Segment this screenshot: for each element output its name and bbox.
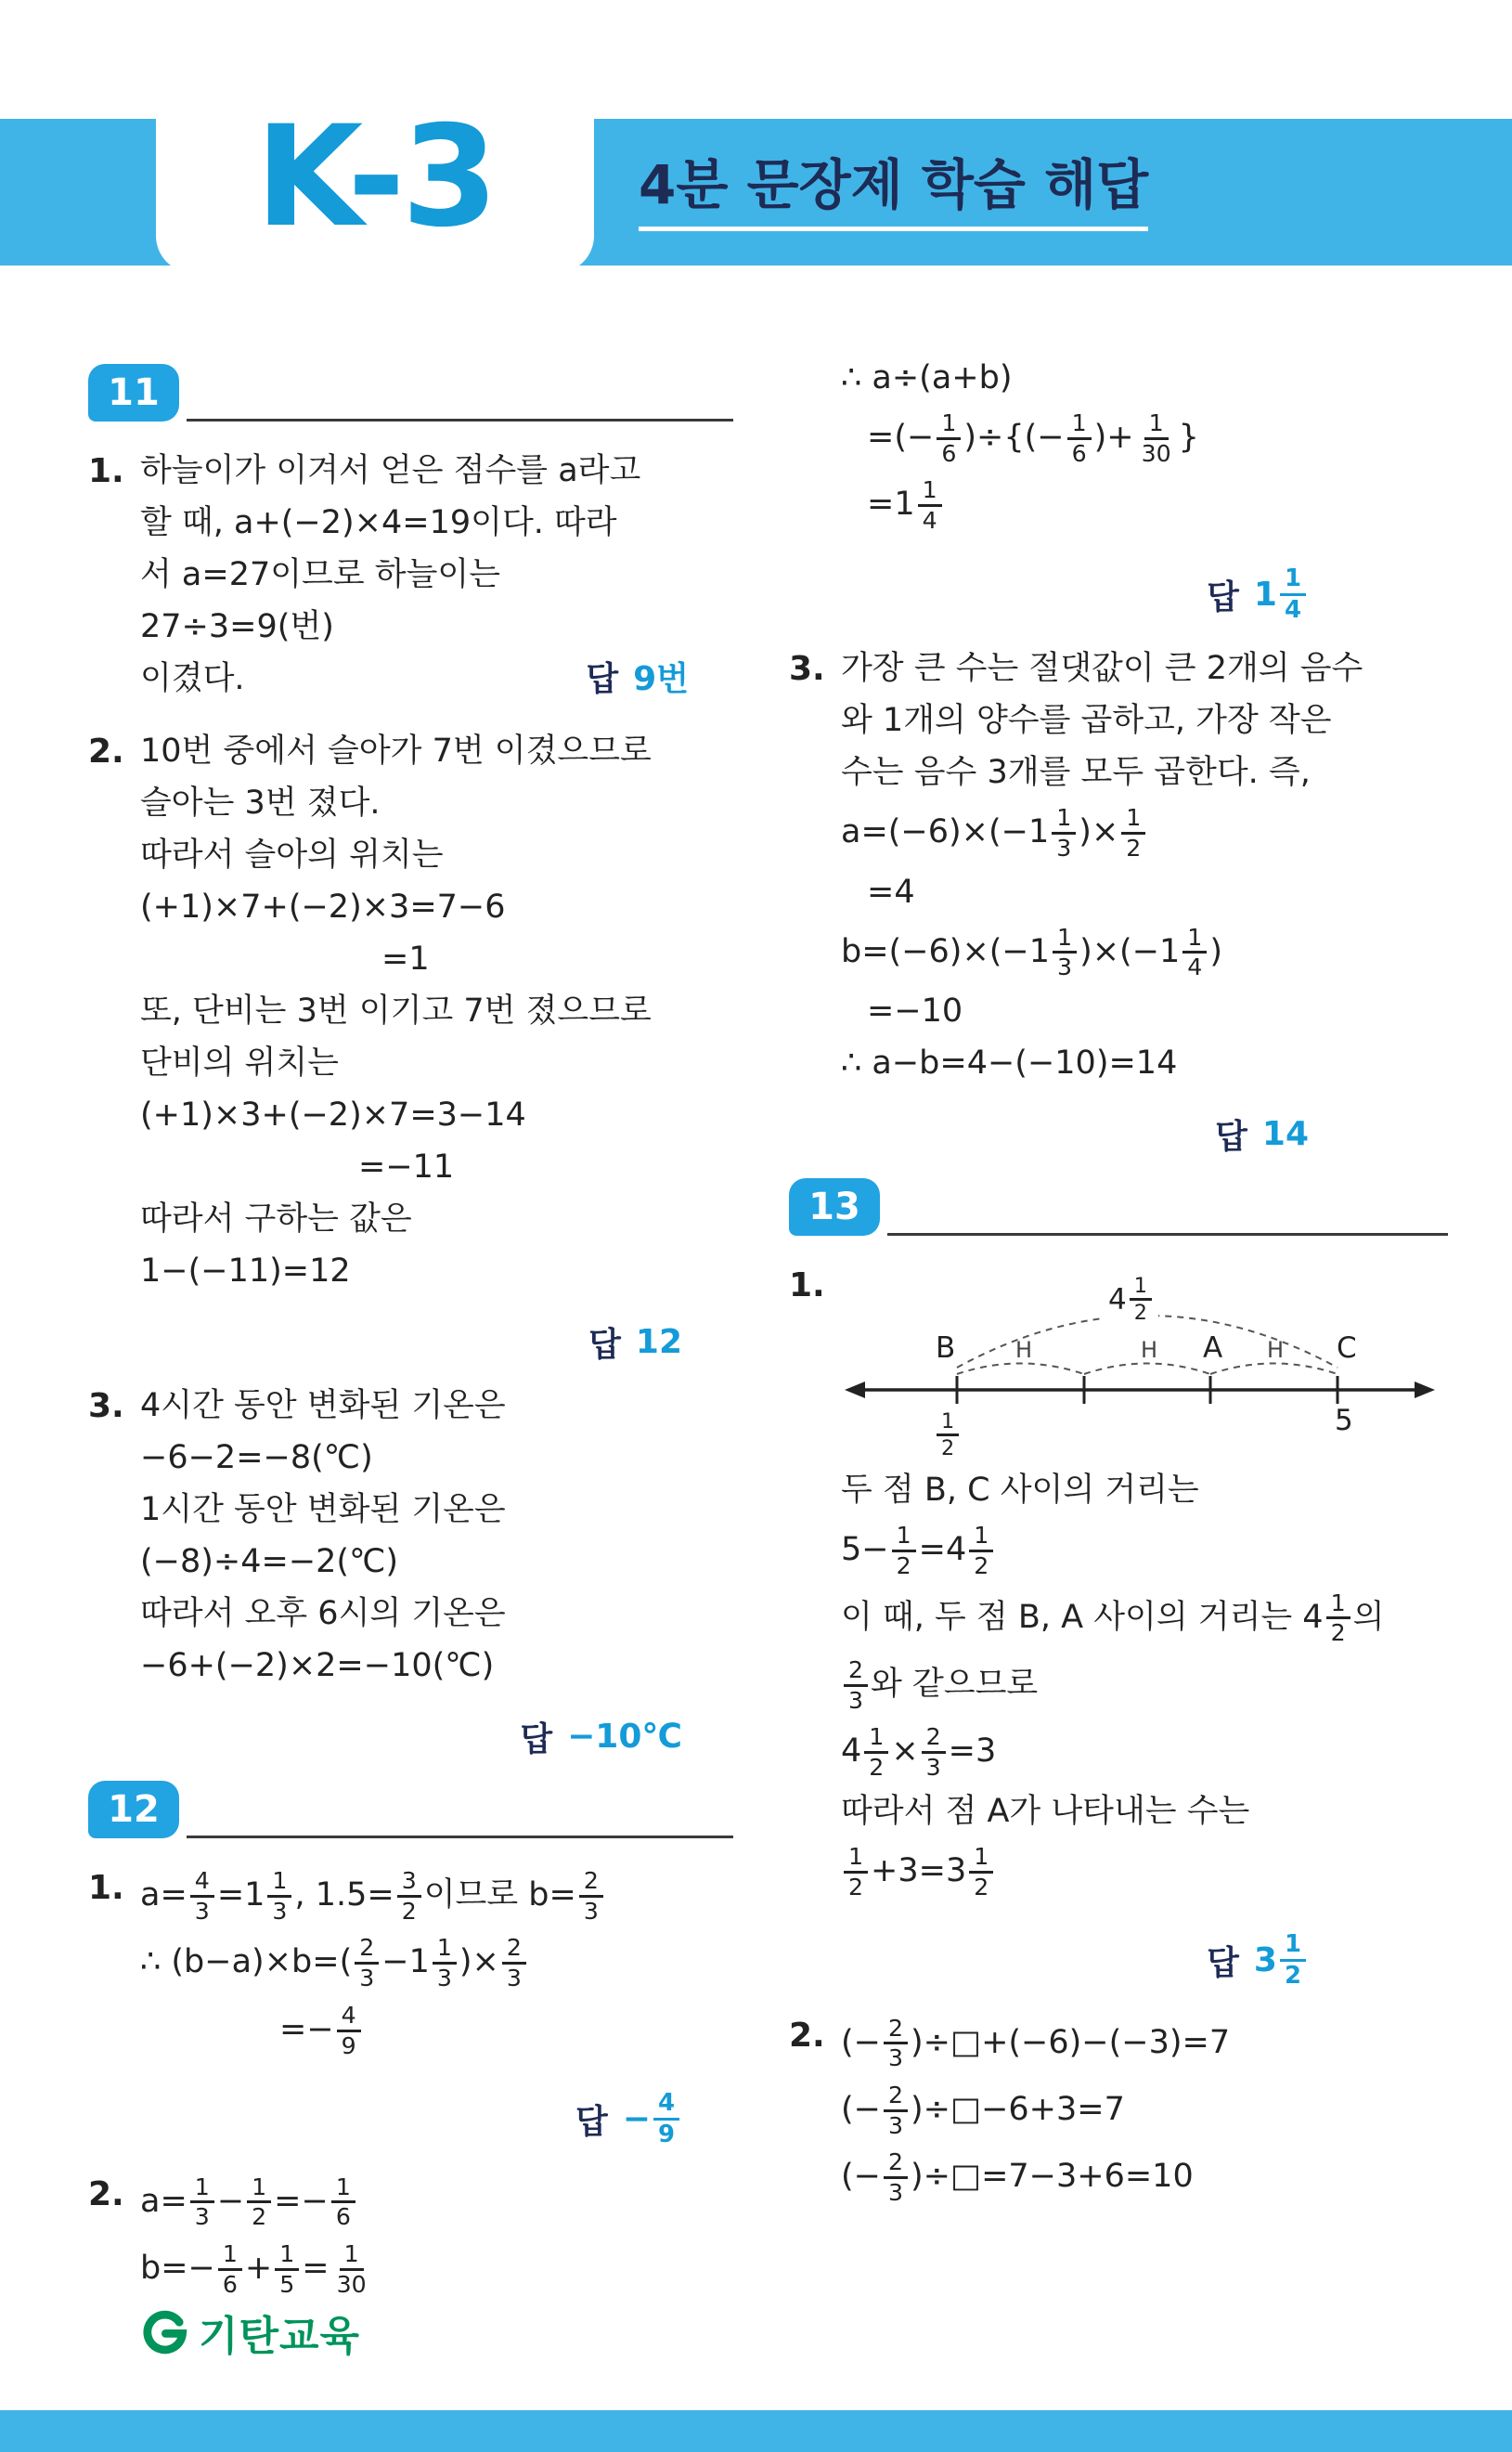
solution-text: ∴ (b−a)×b=( $\frac{2}{3}$ −1 $\frac{1}{3}$ )× $\frac{2}{3}$: [140, 1929, 529, 1996]
diagram-equal-mark: H: [1015, 1337, 1033, 1364]
solution-item: [789, 643, 1448, 1090]
fraction-denominator: 3: [506, 1965, 522, 1992]
solution-text: 따라서 슬아의 위치는: [140, 837, 444, 875]
fraction: [1280, 564, 1306, 624]
solution-line: [140, 986, 733, 1038]
fraction-denominator: 4: [922, 507, 937, 535]
fraction: [267, 1867, 291, 1925]
solution-text: ∴ a−b=4−(−10)=14: [841, 1044, 1178, 1083]
solution-line: [140, 602, 733, 654]
solution-text: 하늘이가 이겨서 얻은 점수를 a라고: [140, 452, 641, 490]
answer-row: [789, 1926, 1448, 1994]
fraction-numerator: 1: [1182, 924, 1207, 954]
fraction-denominator: 30: [336, 2270, 367, 2298]
fraction-numerator: 1: [864, 1723, 888, 1754]
fraction-denominator: 2: [1126, 834, 1142, 862]
problem-badge-row: [88, 1781, 733, 1838]
fraction-denominator: 3: [583, 1897, 599, 1925]
fraction-numerator: 1: [1144, 409, 1169, 440]
solution-text: (−8)÷4=−2(℃): [140, 1543, 399, 1581]
answer-label: 답: [586, 659, 619, 698]
solution-text: b=(−6)×(−1 $\frac{1}{3}$ )×(−1 $\frac{1}{4}$ ): [841, 923, 1222, 981]
solution-item: [88, 2169, 733, 2303]
fraction-denominator: 2: [941, 1436, 955, 1461]
item-number: 3.: [88, 1387, 124, 1425]
fraction: [653, 2089, 679, 2148]
fraction: [884, 2082, 908, 2139]
answer-label: 답: [588, 1326, 621, 1364]
solution-line: [841, 1585, 1448, 1652]
solution-line: [140, 2169, 733, 2236]
solution-text: a= $\frac{1}{3}$ − $\frac{1}{2}$ =− $\frac{1}{6}$: [140, 2169, 358, 2236]
solution-text: (− $\frac{2}{3}$ )÷□−6+3=7: [841, 2082, 1125, 2139]
fraction: [884, 2015, 908, 2072]
solution-text: 두 점 B, C 사이의 거리는: [841, 1472, 1199, 1510]
solution-line: [841, 2077, 1448, 2144]
answer-value: 3 $\frac{1}{2}$: [1254, 1926, 1309, 1994]
fraction-denominator: 9: [657, 2120, 675, 2148]
answer-value: 9번: [633, 659, 689, 698]
item-body: [140, 2169, 733, 2303]
fraction-numerator: 1: [1280, 564, 1306, 596]
series-logo-box: [156, 82, 594, 273]
fraction-denominator: 30: [1141, 439, 1171, 467]
series-logo: K-3: [255, 97, 495, 258]
solution-text: =−10: [867, 992, 963, 1031]
item-number: 3.: [789, 650, 825, 689]
fraction-denominator: 6: [1071, 439, 1087, 467]
fraction-denominator: 4: [1187, 954, 1203, 981]
solution-item: [789, 1260, 1448, 1905]
solution-text: $\frac{1}{2}$ +3=3 $\frac{1}{2}$: [841, 1838, 996, 1905]
fraction-denominator: 5: [279, 2270, 295, 2298]
fraction-denominator: 9: [341, 2031, 356, 2059]
solution-text: ∴ a÷(a+b): [841, 359, 1013, 397]
fraction-denominator: 3: [272, 1897, 288, 1925]
solution-text: =1: [381, 941, 430, 979]
fraction-numerator: 1: [1280, 1930, 1306, 1962]
fraction-numerator: 1: [1053, 924, 1077, 954]
fraction-denominator: 2: [974, 1873, 989, 1901]
solution-text: 27÷3=9(번): [140, 608, 334, 646]
solution-line: [140, 1485, 733, 1537]
fraction-numerator: 2: [884, 2015, 908, 2045]
solution-line: [140, 1381, 733, 1433]
solution-text: 서 a=27이므로 하늘이는: [140, 556, 501, 594]
item-number: 2.: [789, 2016, 825, 2055]
fraction-denominator: 3: [887, 2111, 904, 2139]
solution-item: [88, 1381, 733, 1693]
answer: [586, 657, 689, 703]
solution-text: (− $\frac{2}{3}$ )÷□+(−6)−(−3)=7: [841, 2014, 1231, 2072]
solution-item: [88, 1862, 733, 2064]
fraction: [1052, 804, 1076, 862]
solution-text: 1시간 동안 변화된 기온은: [140, 1491, 506, 1529]
fraction: [1182, 924, 1207, 981]
solution-text: a=(−6)×(−1 $\frac{1}{3}$ )× $\frac{1}{2}$: [841, 799, 1148, 866]
solution-text: 5− $\frac{1}{2}$ =4 $\frac{1}{2}$: [841, 1517, 996, 1584]
solution-line: [841, 2144, 1448, 2211]
fraction-numerator: 1: [1130, 1274, 1152, 1301]
solution-text: 이 때, 두 점 B, A 사이의 거리는 4 $\frac{1}{2}$ 의: [841, 1589, 1385, 1647]
fraction-numerator: 1: [1121, 804, 1145, 835]
solution-line: [140, 654, 733, 706]
solution-continuation: [789, 353, 1448, 539]
fraction-denominator: 2: [401, 1897, 417, 1925]
item-body: [841, 1260, 1448, 1905]
item-number: 2.: [88, 733, 124, 771]
fraction: [884, 2148, 908, 2206]
solution-text: 4시간 동안 변화된 기온은: [140, 1387, 506, 1425]
fraction-numerator: 1: [937, 1409, 959, 1436]
fraction-numerator: 1: [433, 1934, 457, 1965]
publisher-g-icon: [139, 2307, 189, 2357]
bottom-band: [0, 2410, 1512, 2452]
fraction: [247, 2173, 271, 2231]
fraction: [969, 1522, 993, 1579]
solution-line: [140, 1142, 733, 1194]
fraction: [1121, 804, 1145, 862]
answer: [1207, 560, 1309, 629]
fraction-denominator: 6: [941, 439, 957, 467]
answer-row: [88, 2084, 733, 2153]
solution-line: [140, 1589, 733, 1641]
fraction-numerator: 1: [218, 2240, 242, 2271]
fraction-denominator: 2: [1133, 1301, 1147, 1326]
solution-text: 할 때, a+(−2)×4=19이다. 따라: [140, 504, 617, 542]
page-title: 4분 문장제 학습 해답: [639, 156, 1148, 231]
solution-item: [88, 446, 733, 706]
solution-line: [841, 1786, 1448, 1838]
fraction: [1326, 1589, 1350, 1647]
solution-line: [841, 867, 1448, 919]
item-body: [841, 353, 1448, 539]
publisher-brand: [139, 2303, 360, 2362]
fraction-numerator: 4: [337, 2002, 361, 2032]
fraction: [922, 1723, 946, 1781]
diagram-equal-mark: H: [1141, 1337, 1158, 1364]
solution-line: [140, 2236, 733, 2303]
answer-label: 답: [575, 2102, 608, 2141]
solution-line: [140, 726, 733, 778]
solution-line: [140, 830, 733, 882]
solution-line: [841, 919, 1448, 986]
problem-number-badge: 11: [88, 364, 179, 422]
solution-line: [841, 1465, 1448, 1517]
solution-line: [841, 747, 1448, 799]
fraction: [275, 2240, 299, 2298]
problem-number-badge: 12: [88, 1781, 179, 1838]
solution-line: [140, 1090, 733, 1142]
diagram-equal-mark: H: [1267, 1337, 1285, 1364]
left-column: [88, 344, 733, 2324]
fraction-denominator: 6: [222, 2270, 238, 2298]
answer-row: [88, 1318, 733, 1366]
fraction: [502, 1934, 526, 1991]
solution-text: 단비의 위치는: [140, 1044, 339, 1083]
fraction: [190, 2173, 214, 2231]
answer-label: 답: [1215, 1118, 1247, 1157]
answer-row: [789, 1110, 1448, 1158]
answer: [520, 1713, 682, 1760]
diagram-point-a-label: A: [1199, 1332, 1226, 1364]
badge-rule: [187, 1836, 733, 1838]
answer-value: 1 $\frac{1}{4}$: [1254, 560, 1309, 629]
fraction: [218, 2240, 242, 2298]
fraction-denominator: 6: [335, 2203, 351, 2231]
badge-rule: [187, 419, 733, 422]
solution-line: [841, 2010, 1448, 2077]
solution-line: [841, 1652, 1448, 1719]
solution-text: b=− $\frac{1}{6}$ + $\frac{1}{5}$ = $\frac{1}{30}$: [140, 2236, 374, 2303]
solution-line: [140, 1246, 733, 1298]
fraction-numerator: 2: [579, 1867, 603, 1898]
fraction-numerator: 2: [355, 1934, 379, 1965]
fraction: [937, 1409, 959, 1461]
fraction-numerator: 1: [892, 1522, 916, 1552]
item-number: 2.: [88, 2174, 124, 2213]
fraction: [579, 1867, 603, 1925]
solution-text: 가장 큰 수는 절댓값이 큰 2개의 음수: [841, 650, 1363, 688]
publisher-name: 기탄교육: [199, 2313, 361, 2360]
number-line-diagram: [841, 1264, 1439, 1461]
fraction-denominator: 3: [887, 2044, 904, 2072]
item-body: [140, 1381, 733, 1693]
fraction-numerator: 1: [918, 476, 942, 507]
answer-value: − $\frac{4}{9}$: [623, 2084, 682, 2153]
solution-line: [140, 1997, 733, 2064]
solution-text: 와 1개의 양수를 곱하고, 가장 작은: [841, 702, 1332, 740]
fraction-denominator: 2: [896, 1551, 911, 1579]
fraction: [892, 1522, 916, 1579]
answer-value: 12: [635, 1323, 682, 1361]
fraction-numerator: 1: [267, 1867, 291, 1898]
solution-line: [841, 695, 1448, 747]
fraction: [1137, 409, 1176, 467]
solution-line: [140, 934, 733, 986]
fraction-numerator: 1: [275, 2240, 299, 2271]
solution-text: =− $\frac{4}{9}$: [279, 1997, 364, 2064]
answer-label: 답: [1207, 577, 1239, 616]
diagram-point-b-label: B: [932, 1332, 959, 1364]
fraction-numerator: 1: [844, 1843, 868, 1874]
solution-text: 또, 단비는 3번 이기고 7번 졌으므로: [140, 992, 652, 1031]
fraction-numerator: 1: [331, 2173, 355, 2204]
answer-value: 14: [1261, 1115, 1309, 1154]
fraction-numerator: 1: [1067, 409, 1092, 440]
solution-item: [88, 726, 733, 1298]
fraction-denominator: 2: [869, 1754, 885, 1782]
fraction: [1067, 409, 1092, 467]
problem-badge-row: [789, 1178, 1448, 1236]
solution-text: =4: [867, 873, 915, 911]
solution-line: [140, 778, 733, 830]
fraction-denominator: 2: [252, 2203, 267, 2231]
solution-text: =(− $\frac{1}{6}$ )÷{(− $\frac{1}{6}$ )+ $\frac{1}{30}$ }: [867, 409, 1199, 467]
fraction-denominator: 3: [848, 1686, 864, 1714]
fraction: [433, 1934, 457, 1991]
content-area: [88, 344, 1448, 2324]
solution-text: =1 $\frac{1}{4}$: [867, 472, 945, 538]
right-column: [789, 344, 1448, 2324]
fraction: [969, 1843, 993, 1901]
problem-number-badge: 13: [789, 1178, 880, 1236]
solution-line: [140, 882, 733, 934]
item-body: [140, 726, 733, 1298]
diagram-right-endpoint-value: 5: [1331, 1405, 1357, 1436]
solution-text: 10번 중에서 슬아가 7번 이겼으므로: [140, 733, 652, 771]
solution-text: 1−(−11)=12: [140, 1252, 351, 1291]
solution-line: [140, 1862, 733, 1929]
solution-text: 슬아는 3번 졌다.: [140, 785, 381, 823]
fraction-denominator: 3: [1056, 834, 1072, 862]
solution-line: [140, 1537, 733, 1589]
solution-line: [140, 446, 733, 498]
solution-line: [140, 498, 733, 550]
solution-text: $\frac{2}{3}$ 와 같으므로: [841, 1652, 1038, 1719]
solution-line: [841, 799, 1448, 866]
answer-value: −10℃: [567, 1718, 682, 1756]
item-number: 1.: [789, 1266, 825, 1305]
solution-text: =−11: [358, 1148, 455, 1187]
item-body: [140, 446, 733, 706]
solution-line: [140, 1641, 733, 1693]
solution-line: [140, 1929, 733, 1996]
solution-line: [841, 1517, 1448, 1584]
solution-line: [841, 472, 1448, 538]
fraction: [864, 1723, 888, 1781]
answer: [1215, 1110, 1309, 1158]
item-number: 1.: [88, 1869, 124, 1907]
fraction-denominator: 3: [887, 2179, 904, 2207]
fraction: [331, 2173, 355, 2231]
answer: [575, 2084, 682, 2153]
answer: [1207, 1926, 1309, 1994]
fraction: [397, 1867, 421, 1925]
fraction-numerator: 1: [1052, 804, 1076, 835]
solution-text: 따라서 점 A가 나타내는 수는: [841, 1793, 1250, 1831]
solution-line: [140, 1433, 733, 1485]
diagram-arc-distance-label: 4 $\frac{1}{2}$: [1105, 1269, 1158, 1330]
solution-line: [841, 1038, 1448, 1090]
fraction-denominator: 4: [1284, 595, 1301, 624]
solution-text: a= $\frac{4}{3}$ =1 $\frac{1}{3}$ , 1.5= $\frac{3}{2}$ 이므로 b= $\frac{2}{3}$: [140, 1862, 606, 1929]
answer: [588, 1318, 682, 1366]
solution-line: [841, 986, 1448, 1038]
answer-label: 답: [520, 1720, 553, 1758]
solution-text: −6+(−2)×2=−10(℃): [140, 1647, 495, 1685]
answer-row: [789, 560, 1448, 629]
fraction-denominator: 3: [1057, 954, 1073, 981]
fraction: [844, 1656, 868, 1714]
fraction-denominator: 2: [974, 1551, 989, 1579]
fraction-numerator: 4: [653, 2089, 679, 2121]
fraction: [355, 1934, 379, 1991]
fraction-denominator: 2: [848, 1873, 864, 1901]
fraction-numerator: 1: [937, 409, 961, 440]
solution-text: 이겼다.: [140, 660, 245, 698]
fraction-numerator: 2: [844, 1656, 868, 1687]
problem-badge-row: [88, 364, 733, 422]
fraction-numerator: 2: [884, 2082, 908, 2112]
fraction: [1280, 1930, 1306, 1990]
solution-text: (− $\frac{2}{3}$ )÷□=7−3+6=10: [841, 2148, 1194, 2207]
fraction-denominator: 2: [1330, 1619, 1346, 1647]
solution-line: [140, 1194, 733, 1246]
solution-line: [841, 1719, 1448, 1785]
solution-text: 4 $\frac{1}{2}$ × $\frac{2}{3}$ =3: [841, 1723, 997, 1782]
fraction: [937, 409, 961, 467]
fraction: [337, 2002, 361, 2059]
fraction-denominator: 3: [194, 1897, 210, 1925]
diagram-left-endpoint-value: [930, 1405, 965, 1466]
fraction: [190, 1867, 214, 1925]
fraction-numerator: 4: [190, 1867, 214, 1898]
fraction: [1130, 1274, 1152, 1326]
solution-text: (+1)×3+(−2)×7=3−14: [140, 1096, 526, 1135]
fraction-denominator: 2: [1284, 1961, 1301, 1990]
fraction-denominator: 3: [436, 1965, 452, 1992]
badge-rule: [887, 1233, 1448, 1236]
fraction: [332, 2240, 371, 2298]
fraction: [844, 1843, 868, 1901]
solution-line: [841, 353, 1448, 405]
answer-label: 답: [1207, 1943, 1239, 1982]
fraction-numerator: 1: [1326, 1589, 1350, 1620]
fraction-numerator: 1: [969, 1522, 993, 1552]
solution-line: [140, 550, 733, 602]
solution-line: [841, 1838, 1448, 1905]
fraction-denominator: 3: [925, 1754, 941, 1782]
solution-text: −6−2=−8(℃): [140, 1439, 373, 1477]
solution-line: [140, 1038, 733, 1090]
fraction-numerator: 3: [397, 1867, 421, 1898]
diagram-point-c-label: C: [1333, 1332, 1361, 1364]
fraction-numerator: 1: [969, 1843, 993, 1874]
fraction-numerator: 1: [340, 2240, 364, 2271]
fraction-numerator: 2: [922, 1723, 946, 1754]
fraction-numerator: 2: [502, 1934, 526, 1965]
solution-text: 따라서 구하는 값은: [140, 1200, 412, 1239]
fraction-numerator: 1: [190, 2173, 214, 2204]
solution-text: 따라서 오후 6시의 기온은: [140, 1595, 506, 1633]
fraction-numerator: 2: [884, 2148, 908, 2179]
solution-text: 수는 음수 3개를 모두 곱한다. 즉,: [841, 754, 1311, 792]
fraction-denominator: 3: [359, 1965, 375, 1992]
item-body: [841, 2010, 1448, 2212]
answer-row: [88, 1713, 733, 1760]
fraction: [918, 476, 942, 534]
item-body: [140, 1862, 733, 2064]
solution-line: [841, 405, 1448, 472]
solution-line: [841, 643, 1448, 695]
solution-item: [789, 2010, 1448, 2212]
fraction-denominator: 3: [194, 2203, 210, 2231]
item-number: 1.: [88, 452, 124, 490]
fraction-numerator: 1: [247, 2173, 271, 2204]
item-number: [789, 353, 841, 539]
item-body: [841, 643, 1448, 1090]
solution-text: (+1)×7+(−2)×3=7−6: [140, 889, 506, 927]
fraction: [1053, 924, 1077, 981]
